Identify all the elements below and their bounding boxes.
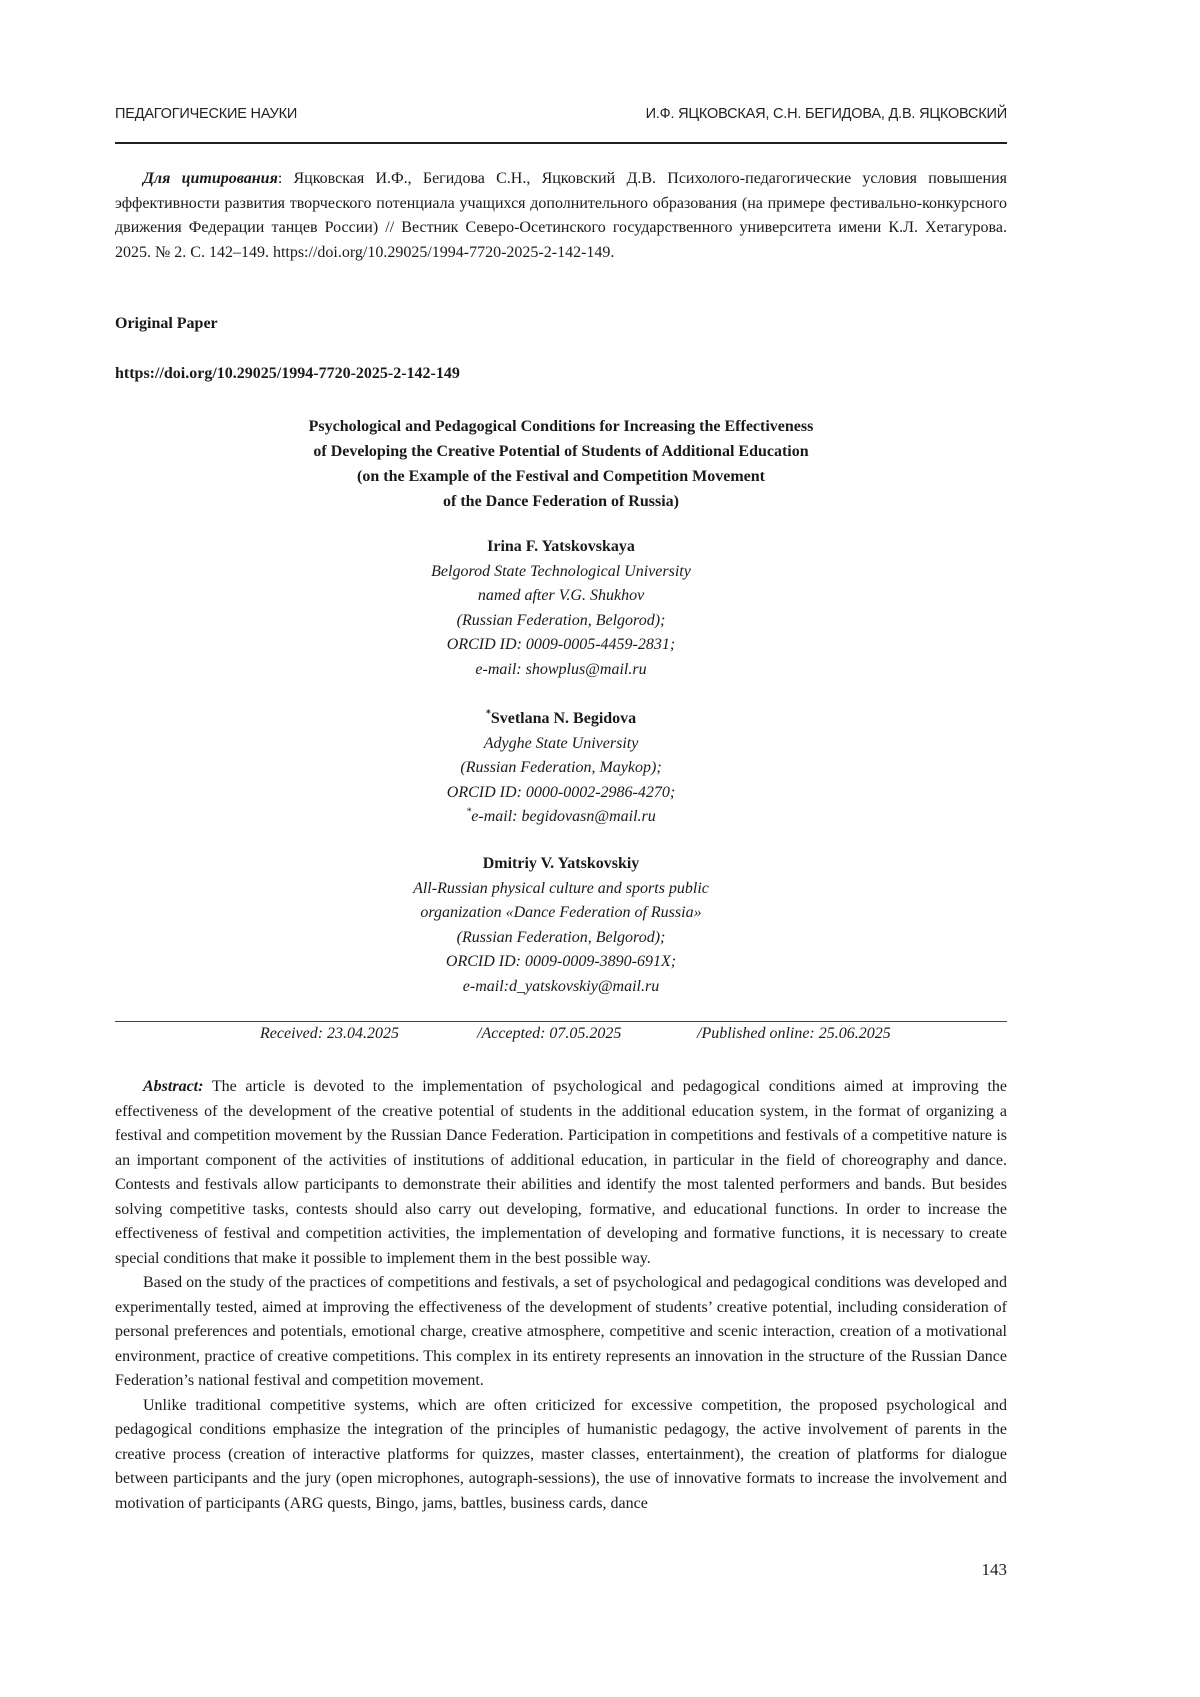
abstract-lead: Abstract: bbox=[143, 1078, 204, 1095]
author-affiliation-line: (Russian Federation, Belgorod); bbox=[456, 611, 666, 629]
received-date: Received: 23.04.2025 bbox=[260, 1025, 400, 1042]
abstract-paragraph-3: Unlike traditional competitive systems, which are often criticized for excessive competition, the proposed psychological and pedagogical conditions emphasize the integration of the principles of humanistic pedagogy, the active involvement of parents in the creative process (creation of interactive platforms for quizzes, master classes, entertainment), the creation of platforms for dialogue between participants and the jury (open microphones, autograph-sessions), the use of innovative formats to increase the involvement and motivation of participants (ARG quests, Bingo, jams, battles, business cards, dance bbox=[115, 1396, 1007, 1512]
citation-text: : Яцковская И.Ф., Бегидова С.Н., Яцковский Д.В. Психолого-педагогические условия повышения эффективности развития творческого потенциала учащихся дополнительного образования (на примере фестивально-конкурсного движения Федерации танцев России) // Вестник Северо-Осетинского государственного университета имени К.Л. Хетагурова. 2025. № 2. С. 142–149. https://doi.org/10.29025/1994-7720-2025-2-142-149. bbox=[115, 170, 1007, 261]
author-block-2 bbox=[115, 707, 1007, 830]
author-affiliation-line: All-Russian physical culture and sports public bbox=[413, 879, 709, 897]
author-block-3 bbox=[115, 852, 1007, 999]
author-affiliation-line: Adyghe State University bbox=[483, 734, 639, 752]
published-date: /Published online: 25.06.2025 bbox=[697, 1025, 891, 1042]
header-authors: И.Ф. ЯЦКОВСКАЯ, С.Н. БЕГИДОВА, Д.В. ЯЦКОВСКИЙ bbox=[645, 106, 1007, 122]
author-affiliation-line: Belgorod State Technological University bbox=[431, 562, 691, 580]
author-email: e-mail: showplus@mail.ru bbox=[475, 660, 647, 678]
author-block-1 bbox=[115, 535, 1007, 682]
author-name: *Svetlana N. Begidova bbox=[485, 708, 637, 727]
corresponding-author-marker: * bbox=[485, 708, 491, 720]
author-affiliation-line: (Russian Federation, Maykop); bbox=[460, 759, 662, 776]
author-affiliation-line: (Russian Federation, Belgorod); bbox=[456, 928, 666, 946]
title-line: Psychological and Pedagogical Conditions for Increasing the Effectiveness bbox=[308, 418, 814, 435]
header-rule bbox=[115, 142, 1007, 144]
abstract bbox=[115, 1075, 1007, 1516]
article-title bbox=[115, 414, 1007, 514]
author-name: Irina F. Yatskovskaya bbox=[487, 538, 635, 555]
author-email: e-mail:d_yatskovskiy@mail.ru bbox=[462, 977, 660, 995]
author-affiliation-line: organization «Dance Federation of Russia» bbox=[420, 904, 702, 921]
author-email: *e-mail: begidovasn@mail.ru bbox=[466, 806, 656, 825]
journal-page bbox=[115, 0, 1007, 1697]
title-line: of the Dance Federation of Russia) bbox=[443, 493, 679, 510]
author-affiliation-line: named after V.G. Shukhov bbox=[477, 587, 645, 604]
author-orcid: ORCID ID: 0009-0009-3890-691X; bbox=[445, 953, 677, 970]
author-orcid: ORCID ID: 0000-0002-2986-4270; bbox=[446, 783, 676, 801]
author-name: Dmitriy V. Yatskovskiy bbox=[482, 855, 640, 872]
citation-lead: Для цитирования bbox=[143, 170, 278, 187]
author-orcid: ORCID ID: 0009-0005-4459-2831; bbox=[446, 636, 676, 653]
header-section-title: ПЕДАГОГИЧЕСКИЕ НАУКИ bbox=[115, 106, 298, 122]
title-line: of Developing the Creative Potential of Students of Additional Education bbox=[313, 443, 809, 460]
page-number: 143 bbox=[981, 1560, 1007, 1579]
abstract-paragraph-2: Based on the study of the practices of competitions and festivals, a set of psychological and pedagogical conditions was developed and experimentally tested, aimed at improving the effectiveness of the development of students’ creative potential, including consideration of personal preferences and potentials, emotional charge, creative atmosphere, competitive and scenic interaction, creation of a motivational environment, practice of creative competitions. This complex in its entirety represents an innovation in the structure of the Russian Dance Federation’s national festival and competition movement. bbox=[115, 1274, 1007, 1389]
citation-block bbox=[115, 167, 1007, 265]
publication-dates bbox=[115, 1025, 1007, 1047]
title-line: (on the Example of the Festival and Competition Movement bbox=[357, 468, 765, 485]
running-header bbox=[115, 106, 1007, 130]
corresponding-email-marker: * bbox=[466, 806, 472, 818]
abstract-paragraph-1: Abstract: The article is devoted to the implementation of psychological and pedagogical conditions aimed at improving the effectiveness of the development of the creative potential of students in the additional education system, in the format of organizing a festival and competition movement by the Russian Dance Federation. Participation in competitions and festivals of a competitive nature is an important component of the activities of institutions of additional education, in particular in the field of choreography and dance. Contests and festivals allow participants to demonstrate their abilities and identify the most talented performers and bands. But besides solving competitive tasks, contests should also carry out developing, formative, and educational functions. In order to increase the effectiveness of festival and competition activities, the implementation of developing and formative functions, it is necessary to create special conditions that make it possible to implement them in the best possible way. bbox=[115, 1078, 1007, 1267]
dates-rule bbox=[115, 1021, 1007, 1022]
paper-type-label: Original Paper bbox=[115, 315, 218, 332]
doi-link[interactable]: https://doi.org/10.29025/1994-7720-2025-2-142-149 bbox=[115, 365, 460, 382]
accepted-date: /Accepted: 07.05.2025 bbox=[477, 1025, 622, 1042]
